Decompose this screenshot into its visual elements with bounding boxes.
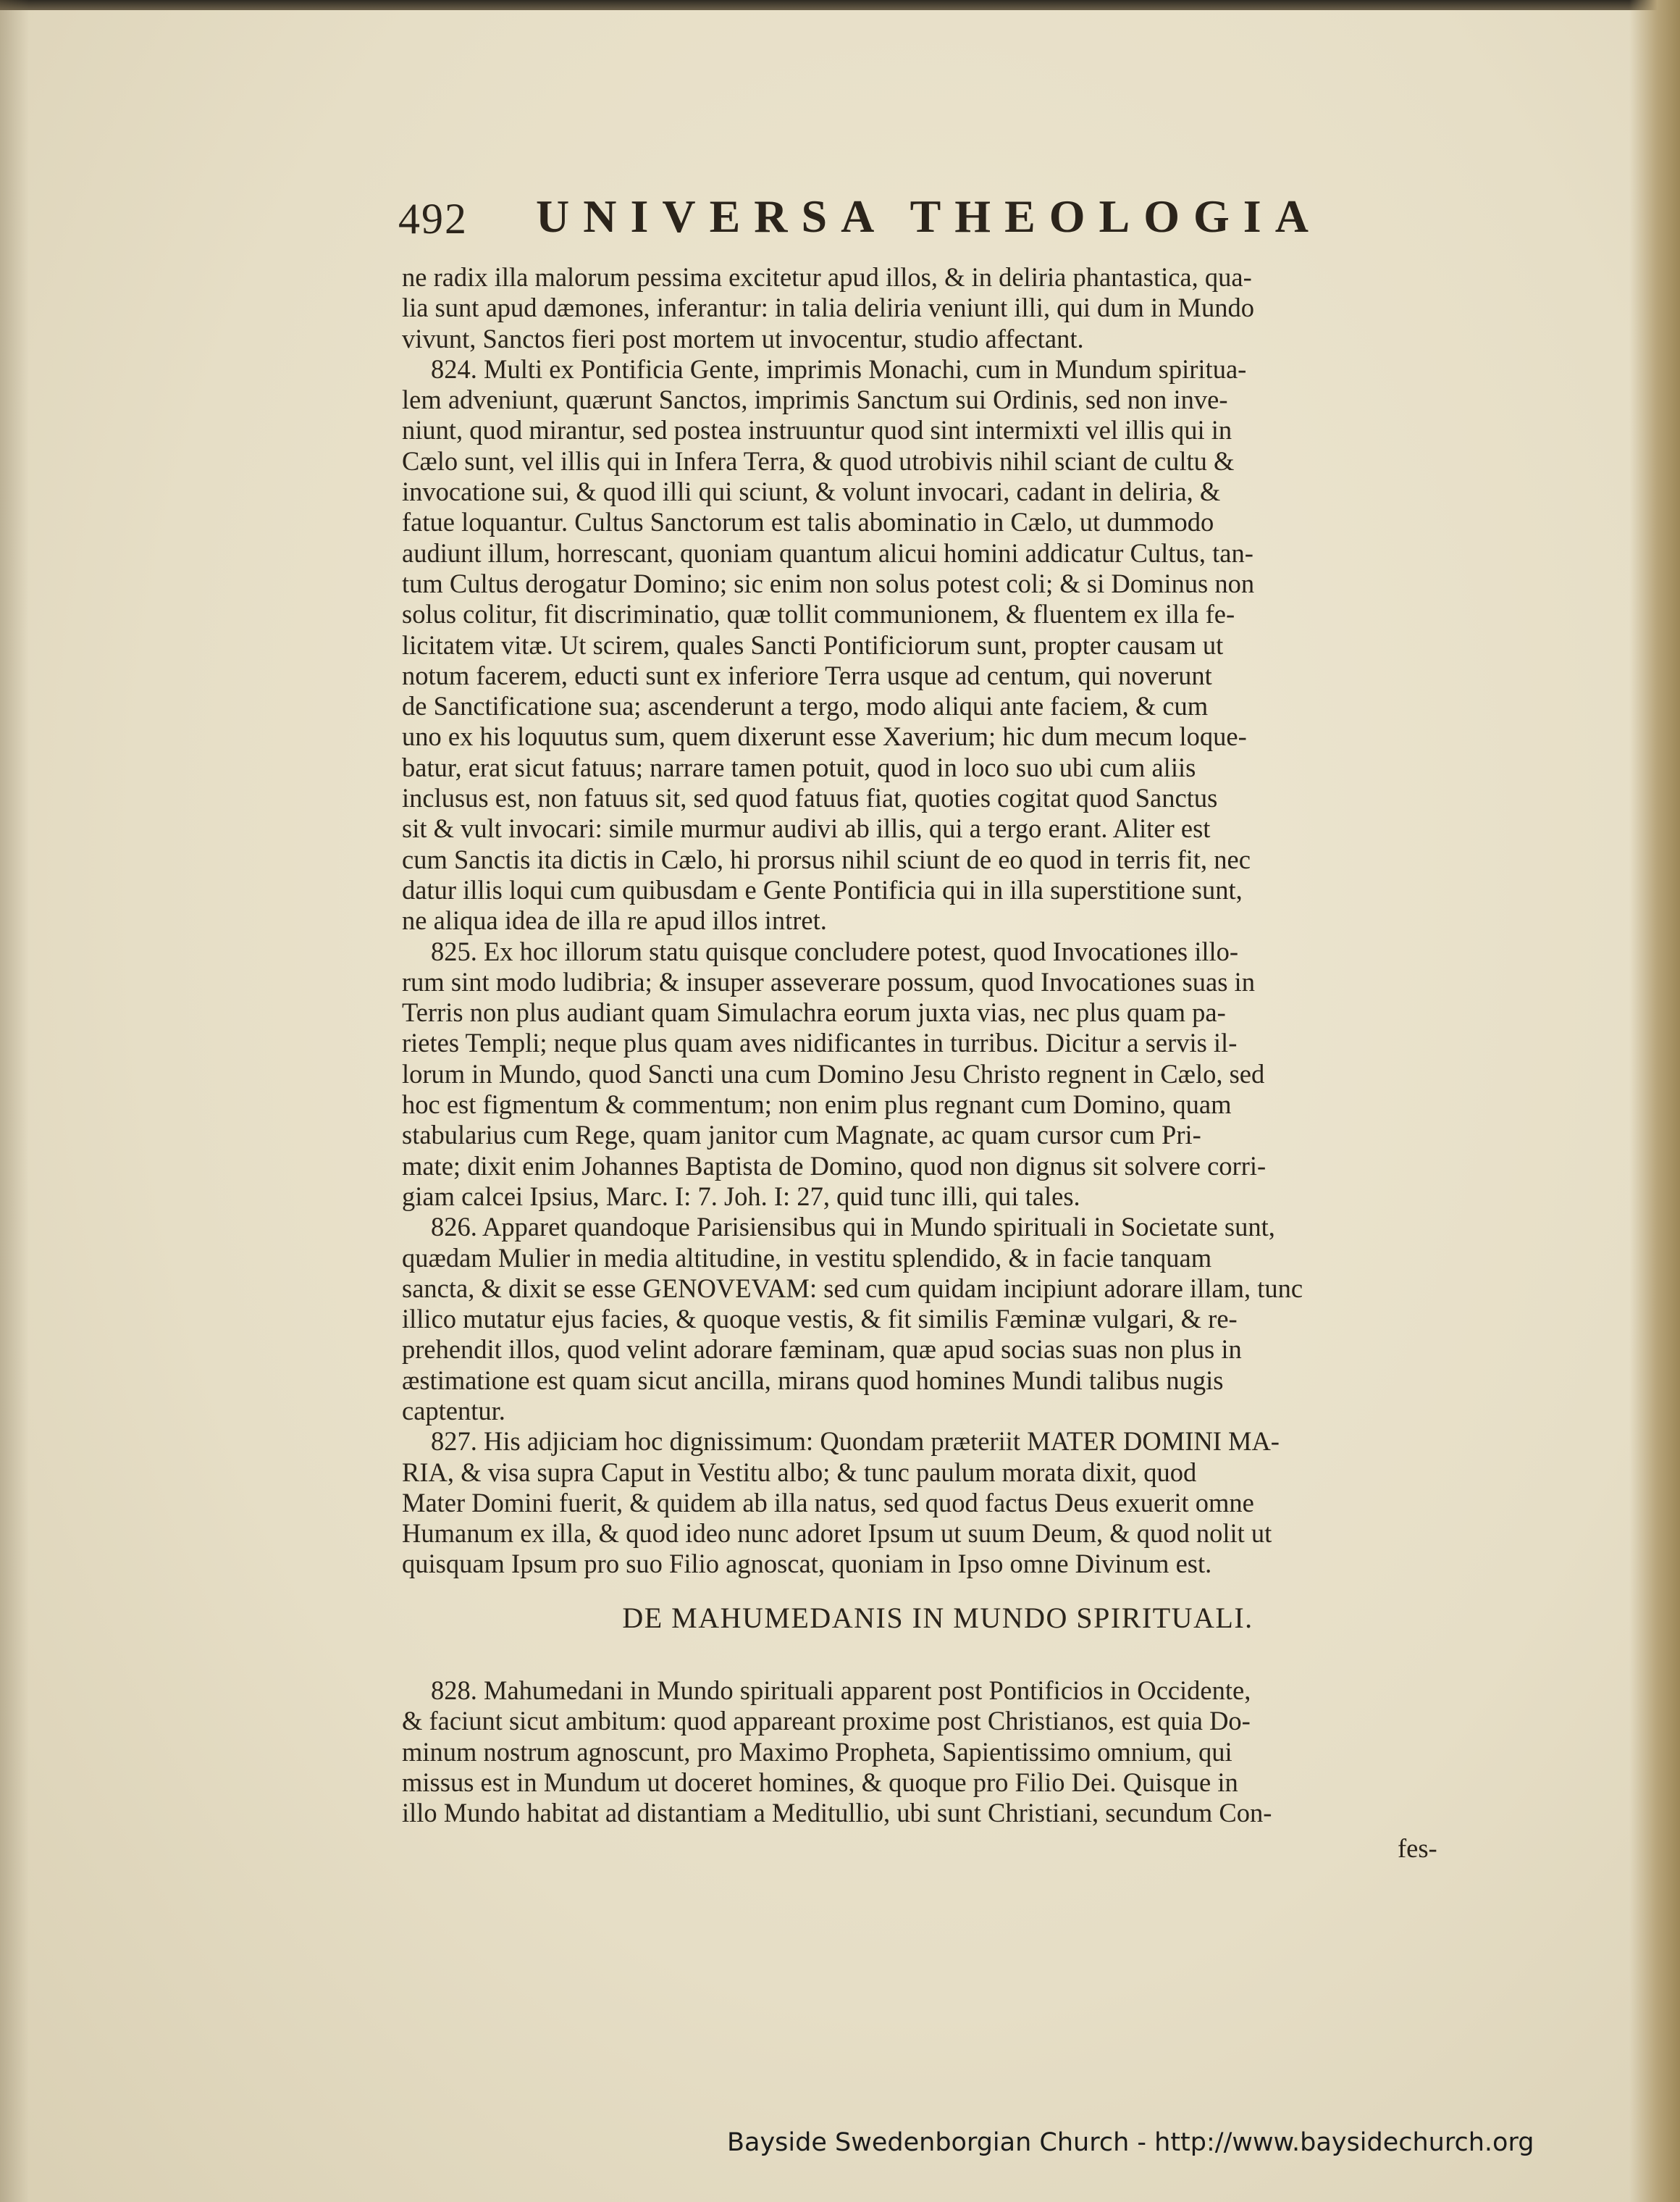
text-line: ne radix illa malorum pessima excitetur apud illos, & in deliria phantastica, qua- bbox=[402, 262, 1252, 292]
text-line: invocatione sui, & quod illi qui sciunt, & volunt invocari, cadant in deliria, & bbox=[402, 477, 1221, 507]
text-line: minum nostrum agnoscunt, pro Maximo Propheta, Sapientissimo omnium, qui bbox=[402, 1736, 1232, 1767]
text-line: lia sunt apud dæmones, inferantur: in talia deliria veniunt illi, qui dum in Mundo bbox=[402, 293, 1254, 323]
watermark-caption: Bayside Swedenborgian Church - http://www.baysidechurch.org bbox=[727, 2128, 1534, 2157]
text-line: niunt, quod mirantur, sed postea instruuntur quod sint intermixti vel illis qui in bbox=[402, 415, 1232, 445]
text-line: rum sint modo ludibria; & insuper asseverare possum, quod Invocationes suas in bbox=[402, 966, 1255, 997]
text-line: lem adveniunt, quærunt Sanctos, imprimis Sanctum sui Ordinis, sed non inve- bbox=[402, 385, 1228, 415]
page-left-shadow bbox=[0, 0, 29, 2202]
main-text-block bbox=[402, 262, 1474, 1580]
text-line: sancta, & dixit se esse GENOVEVAM: sed cum quidam incipiunt adorare illam, tunc bbox=[402, 1273, 1303, 1303]
section-text-block bbox=[402, 1675, 1474, 1828]
text-line: & faciunt sicut ambitum: quod appareant proxime post Christianos, est quia Do- bbox=[402, 1706, 1251, 1736]
text-line: Terris non plus audiant quam Simulachra eorum juxta vias, nec plus quam pa- bbox=[402, 997, 1226, 1028]
text-line: audiunt illum, horrescant, quoniam quantum alicui homini addicatur Cultus, tan- bbox=[402, 537, 1253, 568]
running-title: UNIVERSA THEOLOGIA bbox=[536, 191, 1322, 242]
page-right-edge bbox=[1629, 0, 1680, 2202]
text-line: illo Mundo habitat ad distantiam a Meditullio, ubi sunt Christiani, secundum Con- bbox=[402, 1798, 1272, 1828]
text-line: batur, erat sicut fatuus; narrare tamen potuit, quod in loco suo ubi cum aliis bbox=[402, 752, 1196, 782]
text-line: mate; dixit enim Johannes Baptista de Domino, quod non dignus sit solvere corri- bbox=[402, 1150, 1267, 1181]
text-line: notum facerem, educti sunt ex inferiore Terra usque ad centum, qui noverunt bbox=[402, 660, 1212, 690]
text-line: de Sanctificatione sua; ascenderunt a tergo, modo aliqui ante faciem, & cum bbox=[402, 691, 1209, 721]
text-line: giam calcei Ipsius, Marc. I: 7. Joh. I: 27, quid tunc illi, qui tales. bbox=[402, 1181, 1080, 1211]
text-line: fatue loquantur. Cultus Sanctorum est talis abominatio in Cælo, ut dummodo bbox=[402, 507, 1214, 537]
text-line: lorum in Mundo, quod Sancti una cum Domino Jesu Christo regnent in Cælo, sed bbox=[402, 1058, 1265, 1089]
text-line: hoc est figmentum & commentum; non enim plus regnant cum Domino, quam bbox=[402, 1089, 1232, 1120]
text-line: RIA, & visa supra Caput in Vestitu albo; & tunc paulum morata dixit, quod bbox=[402, 1457, 1197, 1487]
text-line: inclusus est, non fatuus sit, sed quod fatuus fiat, quoties cogitat quod Sanctus bbox=[402, 783, 1218, 813]
text-line: 827. His adjiciam hoc dignissimum: Quondam præteriit MATER DOMINI MA- bbox=[431, 1426, 1280, 1457]
text-line: captentur. bbox=[402, 1395, 505, 1426]
text-line: solus colitur, fit discriminatio, quæ tollit communionem, & fluentem ex illa fe- bbox=[402, 599, 1235, 629]
page-header bbox=[398, 187, 1369, 245]
text-line: rietes Templi; neque plus quam aves nidificantes in turribus. Dicitur a servis il- bbox=[402, 1028, 1238, 1058]
text-line: Humanum ex illa, & quod ideo nunc adoret Ipsum ut suum Deum, & quod nolit ut bbox=[402, 1518, 1272, 1549]
text-line: tum Cultus derogatur Domino; sic enim non solus potest coli; & si Dominus non bbox=[402, 568, 1255, 598]
text-line: datur illis loqui cum quibusdam e Gente Pontificia qui in illa superstitione sunt, bbox=[402, 874, 1243, 905]
text-line: 826. Apparet quandoque Parisiensibus qui in Mundo spirituali in Societate sunt, bbox=[431, 1212, 1275, 1242]
text-line: quædam Mulier in media altitudine, in vestitu splendido, & in facie tanquam bbox=[402, 1242, 1212, 1273]
section-heading: DE MAHUMEDANIS IN MUNDO SPIRITUALI. bbox=[622, 1602, 1253, 1634]
text-line: cum Sanctis ita dictis in Cælo, hi prorsus nihil sciunt de eo quod in terris fit, nec bbox=[402, 844, 1251, 874]
text-line: æstimatione est quam sicut ancilla, mirans quod homines Mundi talibus nugis bbox=[402, 1365, 1224, 1395]
text-line: sit & vult invocari: simile murmur audivi ab illis, qui a tergo erant. Aliter est bbox=[402, 813, 1211, 844]
text-line: 825. Ex hoc illorum statu quisque concludere potest, quod Invocationes illo- bbox=[431, 936, 1239, 966]
page-number: 492 bbox=[398, 195, 468, 243]
text-line: licitatem vitæ. Ut scirem, quales Sancti Pontificiorum sunt, propter causam ut bbox=[402, 629, 1224, 660]
text-line: ne aliqua idea de illa re apud illos intret. bbox=[402, 905, 827, 936]
text-line: 824. Multi ex Pontificia Gente, imprimis Monachi, cum in Mundum spiritua- bbox=[431, 353, 1247, 384]
text-line: uno ex his loquutus sum, quem dixerunt esse Xaverium; hic dum mecum loque- bbox=[402, 721, 1247, 752]
text-line: prehendit illos, quod velint adorare fæminam, quæ apud socias suas non plus in bbox=[402, 1334, 1242, 1365]
text-line: quisquam Ipsum pro suo Filio agnoscat, quoniam in Ipso omne Divinum est. bbox=[402, 1549, 1212, 1579]
text-line: 828. Mahumedani in Mundo spirituali apparent post Pontificios in Occidente, bbox=[431, 1675, 1251, 1705]
text-line: missus est in Mundum ut doceret homines, & quoque pro Filio Dei. Quisque in bbox=[402, 1767, 1238, 1797]
text-line: vivunt, Sanctos fieri post mortem ut invocentur, studio affectant. bbox=[402, 323, 1084, 353]
text-line: Mater Domini fuerit, & quidem ab illa natus, sed quod factus Deus exuerit omne bbox=[402, 1487, 1254, 1517]
catchword: fes- bbox=[1398, 1833, 1437, 1863]
text-line: stabularius cum Rege, quam janitor cum Magnate, ac quam cursor cum Pri- bbox=[402, 1120, 1201, 1150]
page-top-edge bbox=[0, 0, 1680, 10]
text-line: Cælo sunt, vel illis qui in Infera Terra, & quod utrobivis nihil sciant de cultu & bbox=[402, 445, 1235, 476]
text-line: illico mutatur ejus facies, & quoque vestis, & fit similis Fæminæ vulgari, & re- bbox=[402, 1304, 1238, 1334]
